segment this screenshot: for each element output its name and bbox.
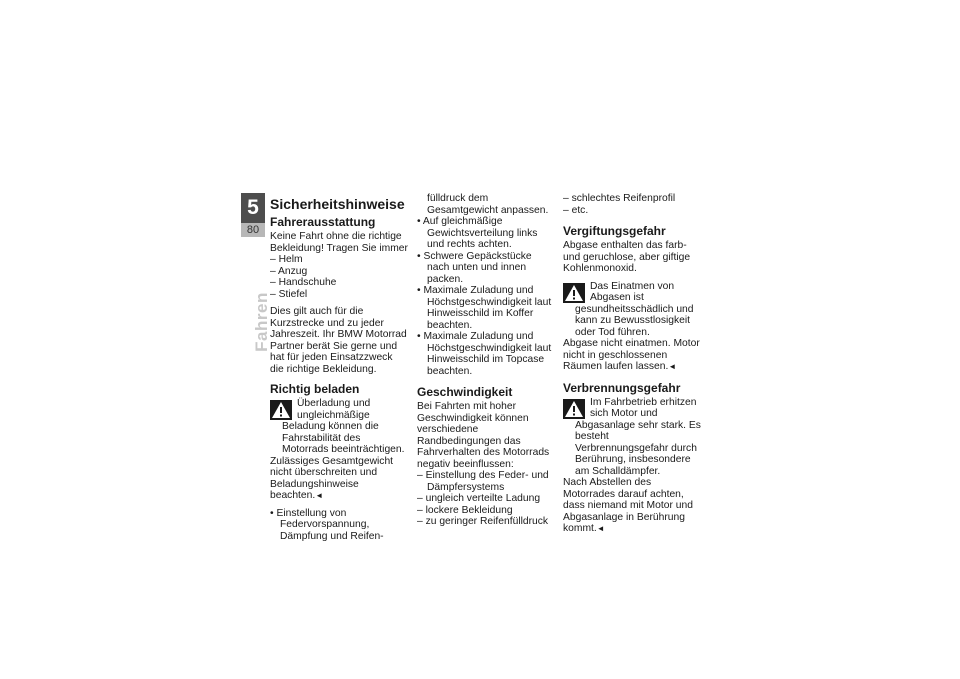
paragraph: Nach Abstellen des Motorrades darauf achten, dass niemand mit Motor und Abgasanlage in Berührung kommt.◄ bbox=[563, 477, 693, 534]
paragraph: Abgase nicht einatmen. Motor nicht in geschlossenen Räumen laufen lassen.◄ bbox=[563, 338, 700, 372]
page-number: 80 bbox=[241, 223, 265, 237]
chapter-tab bbox=[241, 193, 265, 237]
warning-text: Überladung und ungleichmäßige Beladung können die Fahrstabilität des Motorrads beeinträchtigen. bbox=[282, 398, 405, 455]
list-item: – Anzug bbox=[270, 265, 308, 277]
list-item: • Einstellung von Federvorspannung, Dämpfung und Reifen- bbox=[270, 507, 384, 542]
warning-block bbox=[563, 281, 701, 339]
warning-icon bbox=[563, 283, 585, 303]
list-item: – Helm bbox=[270, 254, 303, 265]
chapter-number: 5 bbox=[241, 193, 265, 223]
paragraph: Zulässiges Gesamtgewicht nicht überschreiten und Beladungshinweise beachten.◄ bbox=[270, 455, 394, 501]
paragraph: Abgase enthalten das farb- und geruchlose, aber giftige Kohlenmonoxid. bbox=[563, 240, 691, 274]
list-item: – etc. bbox=[563, 204, 589, 216]
list-item: – Stiefel bbox=[270, 288, 308, 300]
heading-geschwindigkeit: Geschwindigkeit bbox=[417, 385, 513, 399]
paragraph: Keine Fahrt ohne die richtige Bekleidung! Tragen Sie immer bbox=[270, 231, 408, 254]
page-title: Sicherheitshinweise bbox=[270, 196, 405, 212]
list-item: – zu geringer Reifenfülldruck bbox=[417, 516, 549, 527]
paragraph: Bei Fahrten mit hoher Geschwindigkeit können verschiedene Randbedingungen das Fahrverhalten des Motorrads negativ beeinflussen: bbox=[417, 401, 550, 470]
list-item: • Maximale Zuladung und Höchstgeschwindigkeit laut Hinweisschild im Koffer beachten. bbox=[417, 285, 552, 331]
list-item: – Einstellung des Feder- und Dämpfersystems bbox=[417, 470, 549, 493]
list-item: • Auf gleichmäßige Gewichtsverteilung links und rechts achten. bbox=[417, 216, 538, 250]
column-2 bbox=[417, 193, 555, 528]
warning-block bbox=[270, 398, 408, 456]
warning-text: Im Fahrbetrieb erhitzen sich Motor und Abgasanlage sehr stark. Es besteht Verbrennungsgefahr durch Berührung, insbesondere am Schalldämpfer. bbox=[575, 396, 701, 477]
list-item: – schlechtes Reifenprofil bbox=[563, 193, 676, 204]
list-item: – lockere Bekleidung bbox=[417, 504, 513, 516]
warning-text: Das Einatmen von Abgasen ist gesundheitsschädlich und kann zu Bewusstlosigkeit oder Tod führen. bbox=[575, 280, 694, 338]
heading-verbrennungsgefahr: Verbrennungsgefahr bbox=[563, 380, 681, 395]
warning-block bbox=[563, 397, 701, 478]
end-mark: ◄ bbox=[315, 491, 324, 500]
list-item: • Schwere Gepäckstücke nach unten und innen packen. bbox=[417, 250, 532, 285]
heading-fahrerausstattung: Fahrerausstattung bbox=[270, 215, 376, 229]
end-mark: ◄ bbox=[668, 362, 677, 371]
list-item: • Maximale Zuladung und Höchstgeschwindigkeit laut Hinweisschild im Topcase beachten. bbox=[417, 331, 552, 377]
heading-vergiftungsgefahr: Vergiftungsgefahr bbox=[563, 224, 666, 238]
heading-richtig-beladen: Richtig beladen bbox=[270, 382, 360, 396]
column-1 bbox=[270, 193, 408, 542]
list-item: – Handschuhe bbox=[270, 277, 337, 288]
list-item: – ungleich verteilte Ladung bbox=[417, 493, 541, 504]
column-3 bbox=[563, 193, 701, 535]
warning-icon bbox=[563, 399, 585, 419]
paragraph: Dies gilt auch für die Kurzstrecke und zu jeder Jahreszeit. Ihr BMW Motorrad Partner berät Sie gerne und hat für jeden Einsatzzweck die richtige Bekleidung. bbox=[270, 306, 407, 375]
chapter-side-label: Fahren bbox=[252, 292, 271, 352]
warning-icon bbox=[270, 400, 292, 420]
paragraph: fülldruck dem Gesamtgewicht anpassen. bbox=[427, 193, 549, 216]
end-mark: ◄ bbox=[596, 524, 605, 533]
